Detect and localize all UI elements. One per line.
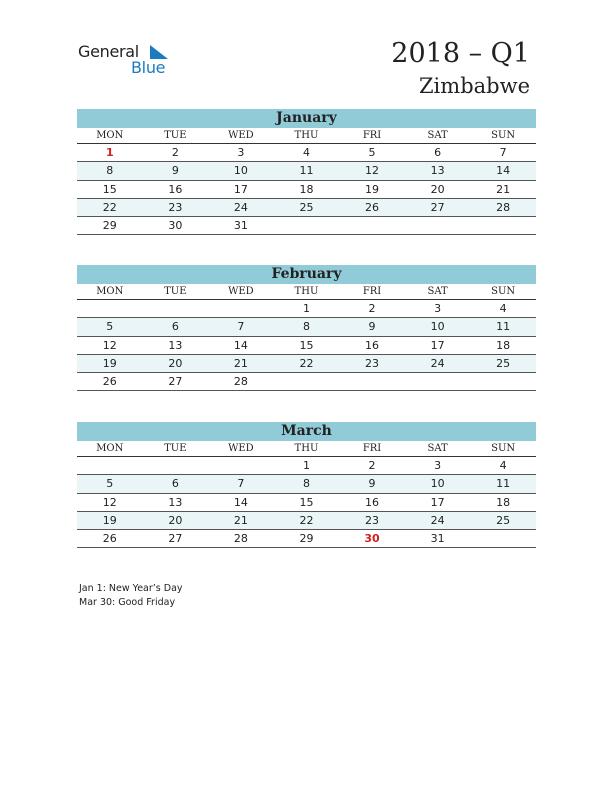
day-cell: 9 [171, 164, 179, 178]
weekday-label: TUE [164, 130, 187, 141]
day-cell [339, 217, 405, 234]
day-cell: 18 [496, 338, 511, 352]
day-cell: 24 [430, 356, 445, 370]
weekday-label: THU [294, 443, 319, 454]
day-cell: 18 [299, 182, 314, 196]
day-cell: 5 [106, 477, 114, 491]
country-name: Zimbabwe [418, 74, 530, 98]
day-cell: 28 [496, 200, 511, 214]
day-cell [77, 457, 143, 474]
day-cell: 25 [299, 200, 314, 214]
day-cell: 10 [233, 164, 248, 178]
day-cell: 25 [496, 356, 511, 370]
day-cell: 2 [171, 146, 179, 159]
month-header: January [77, 109, 536, 128]
day-cell: 21 [496, 182, 511, 196]
week-row [77, 512, 536, 530]
weekday-label: MON [96, 286, 124, 297]
day-cell: 18 [496, 495, 511, 509]
day-cell: 30 [168, 219, 183, 233]
week-row [77, 144, 536, 162]
day-cell: 7 [237, 320, 245, 334]
day-cell: 26 [102, 375, 117, 389]
day-cell: 19 [102, 356, 117, 370]
day-cell: 2 [368, 302, 376, 315]
day-cell: 5 [368, 146, 376, 159]
week-row [77, 355, 536, 373]
page-title: 2018 – Q1 [391, 38, 530, 69]
week-row [77, 373, 536, 391]
month-calendar-january [77, 109, 536, 235]
weekday-label: FRI [362, 443, 382, 454]
day-cell: 13 [168, 495, 183, 509]
week-row [77, 217, 536, 235]
week-row [77, 494, 536, 512]
day-cell: 14 [233, 338, 248, 352]
day-cell: 3 [237, 146, 245, 159]
holiday-note: Jan 1: New Year’s Day [79, 583, 183, 594]
week-row [77, 457, 536, 475]
day-cell [405, 373, 471, 390]
weekday-label: MON [96, 443, 124, 454]
weekday-label: FRI [362, 130, 382, 141]
day-cell: 1 [302, 459, 310, 472]
day-cell: 10 [430, 477, 445, 491]
day-cell: 6 [434, 146, 442, 159]
day-cell: 23 [365, 513, 380, 527]
day-cell: 6 [171, 320, 179, 334]
day-cell: 19 [102, 513, 117, 527]
day-cell [405, 217, 471, 234]
day-cell: 31 [430, 532, 445, 546]
logo-word-blue: Blue [131, 58, 166, 77]
week-row [77, 530, 536, 548]
week-row [77, 181, 536, 199]
day-cell: 27 [168, 532, 183, 546]
day-cell: 4 [499, 459, 507, 472]
weekday-label: SAT [427, 443, 448, 454]
day-cell: 24 [233, 200, 248, 214]
day-cell [470, 373, 536, 390]
day-cell: 15 [299, 338, 314, 352]
day-cell: 22 [299, 513, 314, 527]
day-cell: 16 [168, 182, 183, 196]
day-cell: 7 [237, 477, 245, 491]
day-cell: 13 [168, 338, 183, 352]
day-cell: 27 [168, 375, 183, 389]
day-cell: 26 [365, 200, 380, 214]
day-cell: 26 [102, 532, 117, 546]
day-cell: 3 [434, 459, 442, 472]
day-cell: 11 [299, 164, 314, 178]
weekday-label: WED [228, 130, 254, 141]
day-cell: 16 [365, 338, 380, 352]
weekday-label: TUE [164, 286, 187, 297]
week-row [77, 337, 536, 355]
day-cell [208, 300, 274, 317]
day-cell: 22 [102, 200, 117, 214]
day-cell: 5 [106, 320, 114, 334]
month-header: March [77, 422, 536, 441]
day-cell [339, 373, 405, 390]
day-cell: 11 [496, 320, 511, 334]
day-cell: 8 [302, 477, 310, 491]
week-row [77, 162, 536, 180]
day-cell: 4 [499, 302, 507, 315]
holiday-day-cell: 30 [364, 532, 380, 546]
day-cell: 23 [365, 356, 380, 370]
day-cell: 19 [365, 182, 380, 196]
day-cell: 27 [430, 200, 445, 214]
day-cell: 6 [171, 477, 179, 491]
weekday-label: TUE [164, 443, 187, 454]
weekday-label: WED [228, 286, 254, 297]
holiday-day-cell: 1 [105, 146, 114, 159]
day-cell: 10 [430, 320, 445, 334]
weekday-label: WED [228, 443, 254, 454]
day-cell: 3 [434, 302, 442, 315]
generalblue-logo [78, 42, 178, 78]
day-cell: 28 [233, 375, 248, 389]
weekday-label: SAT [427, 286, 448, 297]
day-cell [470, 530, 536, 547]
day-cell: 13 [430, 164, 445, 178]
weekday-label: FRI [362, 286, 382, 297]
weekday-label: MON [96, 130, 124, 141]
logo-triangle-icon [150, 45, 168, 59]
day-cell: 11 [496, 477, 511, 491]
weekday-label: SUN [491, 130, 516, 141]
week-row [77, 300, 536, 318]
day-cell: 24 [430, 513, 445, 527]
weekday-label: SAT [427, 130, 448, 141]
day-cell: 9 [368, 477, 376, 491]
month-calendar-february [77, 265, 536, 391]
weekday-row [77, 284, 536, 300]
day-cell: 16 [365, 495, 380, 509]
day-cell [77, 300, 143, 317]
day-cell: 17 [430, 338, 445, 352]
day-cell: 15 [102, 182, 117, 196]
day-cell: 17 [430, 495, 445, 509]
day-cell: 31 [233, 219, 248, 233]
day-cell: 29 [102, 219, 117, 233]
day-cell: 9 [368, 320, 376, 334]
weekday-row [77, 441, 536, 457]
month-header: February [77, 265, 536, 284]
weekday-label: THU [294, 130, 319, 141]
day-cell [274, 217, 340, 234]
weekday-label: SUN [491, 443, 516, 454]
weekday-row [77, 128, 536, 144]
day-cell [274, 373, 340, 390]
day-cell: 21 [233, 513, 248, 527]
day-cell: 12 [102, 495, 117, 509]
day-cell: 28 [233, 532, 248, 546]
day-cell: 4 [302, 146, 310, 159]
day-cell: 17 [233, 182, 248, 196]
holiday-notes [79, 582, 183, 610]
week-row [77, 475, 536, 493]
day-cell [208, 457, 274, 474]
weekday-label: SUN [491, 286, 516, 297]
week-row [77, 318, 536, 336]
day-cell: 2 [368, 459, 376, 472]
day-cell [143, 300, 209, 317]
day-cell: 8 [106, 164, 114, 178]
day-cell: 22 [299, 356, 314, 370]
day-cell: 8 [302, 320, 310, 334]
holiday-note: Mar 30: Good Friday [79, 597, 176, 608]
day-cell: 20 [430, 182, 445, 196]
day-cell: 7 [499, 146, 507, 159]
day-cell [470, 217, 536, 234]
day-cell: 14 [233, 495, 248, 509]
day-cell [143, 457, 209, 474]
day-cell: 25 [496, 513, 511, 527]
day-cell: 12 [365, 164, 380, 178]
weekday-label: THU [294, 286, 319, 297]
day-cell: 12 [102, 338, 117, 352]
week-row [77, 199, 536, 217]
month-calendar-march [77, 422, 536, 548]
logo-word-general: General [78, 42, 139, 61]
day-cell: 23 [168, 200, 183, 214]
day-cell: 15 [299, 495, 314, 509]
day-cell: 14 [496, 164, 511, 178]
day-cell: 29 [299, 532, 314, 546]
day-cell: 20 [168, 356, 183, 370]
day-cell: 20 [168, 513, 183, 527]
day-cell: 1 [302, 302, 310, 315]
day-cell: 21 [233, 356, 248, 370]
